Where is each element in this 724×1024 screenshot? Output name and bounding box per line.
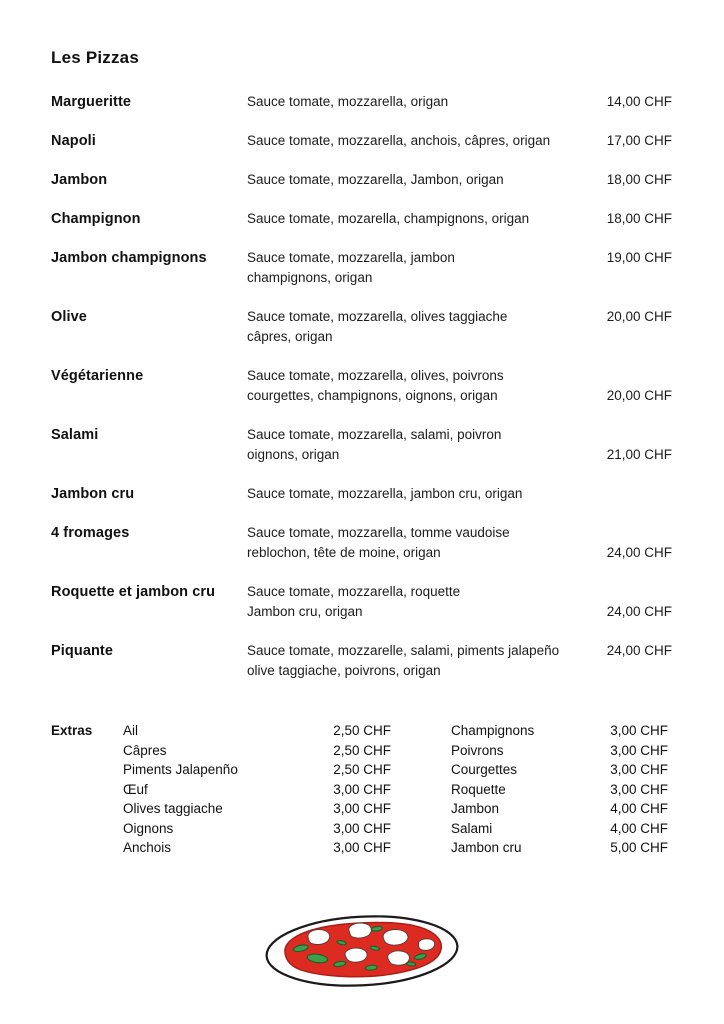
extra-price: 2,50 CHF	[333, 723, 391, 738]
extra-row	[451, 760, 668, 780]
extra-price: 3,00 CHF	[333, 820, 391, 836]
item-description-line: Sauce tomate, mozzarelle, salami, piments jalapeño	[247, 643, 560, 658]
extra-price: 3,00 CHF	[610, 742, 668, 758]
extra-price: 3,00 CHF	[610, 723, 668, 738]
extra-name: Câpres	[123, 742, 167, 758]
item-name: Jambon	[51, 172, 108, 188]
item-name: Jambon champignons	[51, 250, 207, 266]
extras-section	[51, 721, 672, 858]
extras-column-gap	[391, 721, 451, 858]
item-price: 20,00 CHF	[606, 388, 672, 403]
item-description-line: courgettes, champignons, oignons, origan	[247, 388, 498, 403]
extra-name: Champignons	[451, 723, 535, 738]
item-description	[247, 307, 560, 347]
menu-item-row	[51, 484, 672, 504]
extra-row	[123, 721, 391, 741]
item-description-line: Sauce tomate, mozzarella, jambon	[247, 250, 455, 265]
extra-name: Jambon cru	[451, 840, 522, 855]
extra-row	[123, 819, 391, 839]
item-description-line: Sauce tomate, mozarella, champignons, origan	[247, 211, 530, 226]
item-price: 24,00 CHF	[606, 604, 672, 619]
extra-row	[451, 741, 668, 761]
item-description-line: Sauce tomate, mozzarella, olives, poivrons	[247, 368, 504, 383]
item-name: Salami	[51, 427, 99, 443]
pizza-illustration	[260, 904, 464, 998]
item-description-line: oignons, origan	[247, 447, 340, 462]
item-description-line: Jambon cru, origan	[247, 604, 363, 619]
item-description-line: reblochon, tête de moine, origan	[247, 545, 441, 560]
extras-label: Extras	[51, 723, 93, 738]
extra-price: 3,00 CHF	[610, 781, 668, 797]
menu-item-row	[51, 523, 672, 563]
menu-item-row	[51, 248, 672, 288]
extras-column-2	[451, 721, 668, 858]
extras-column-1	[123, 721, 391, 858]
extra-row	[451, 799, 668, 819]
extra-price: 4,00 CHF	[610, 820, 668, 836]
item-name: Piquante	[51, 643, 114, 659]
item-description-line: Sauce tomate, mozzarella, olives taggiache	[247, 309, 508, 324]
item-name: Champignon	[51, 211, 141, 227]
extra-row	[123, 760, 391, 780]
item-price: 18,00 CHF	[606, 172, 672, 187]
item-price: 21,00 CHF	[606, 447, 672, 462]
menu-item-row	[51, 170, 672, 190]
extra-row	[123, 799, 391, 819]
extra-name: Olives taggiache	[123, 801, 223, 816]
extra-name: Anchois	[123, 840, 172, 855]
extra-price: 3,00 CHF	[333, 781, 391, 797]
extra-name: Roquette	[451, 781, 506, 797]
item-description	[247, 523, 560, 563]
extra-price: 2,50 CHF	[333, 742, 391, 758]
item-description	[247, 92, 560, 112]
item-description	[247, 425, 560, 465]
item-description-line: Sauce tomate, mozzarella, Jambon, origan	[247, 172, 504, 187]
item-description-line: câpres, origan	[247, 329, 333, 344]
menu-list	[51, 92, 672, 681]
extra-name: Poivrons	[451, 742, 504, 758]
extra-name: Salami	[451, 820, 493, 836]
item-description-line: Sauce tomate, mozzarella, roquette	[247, 584, 461, 599]
menu-item-row	[51, 425, 672, 465]
extra-name: Piments Jalapenño	[123, 762, 238, 777]
extra-name: Œuf	[123, 781, 148, 797]
extra-price: 3,00 CHF	[610, 762, 668, 777]
extra-row	[451, 780, 668, 800]
item-price: 14,00 CHF	[606, 94, 672, 109]
item-name: Olive	[51, 309, 87, 325]
extra-price: 3,00 CHF	[333, 801, 391, 816]
extra-name: Ail	[123, 723, 139, 738]
page-title: Les Pizzas	[51, 48, 139, 67]
item-description-line: champignons, origan	[247, 270, 373, 285]
item-description-line: Sauce tomate, mozzarella, salami, poivron	[247, 427, 502, 442]
item-description	[247, 131, 560, 151]
menu-item-row	[51, 582, 672, 622]
item-price: 17,00 CHF	[606, 133, 672, 148]
item-price: 20,00 CHF	[606, 309, 672, 324]
extra-row	[451, 721, 668, 741]
item-description-line: Sauce tomate, mozzarella, origan	[247, 94, 449, 109]
item-description-line: Sauce tomate, mozzarella, tomme vaudoise	[247, 525, 510, 540]
item-name: Napoli	[51, 133, 96, 149]
extra-row	[451, 819, 668, 839]
item-price	[560, 484, 672, 504]
item-name: Margueritte	[51, 94, 132, 110]
extra-price: 5,00 CHF	[610, 840, 668, 855]
extra-price: 2,50 CHF	[333, 762, 391, 777]
extra-row	[451, 838, 668, 858]
item-description-line: Sauce tomate, mozzarella, jambon cru, origan	[247, 486, 523, 501]
item-description	[247, 248, 560, 288]
item-name: Roquette et jambon cru	[51, 584, 216, 600]
item-description	[247, 170, 560, 190]
item-price: 24,00 CHF	[606, 643, 672, 658]
extra-row	[123, 780, 391, 800]
menu-item-row	[51, 209, 672, 229]
item-price: 24,00 CHF	[606, 545, 672, 560]
menu-item-row	[51, 366, 672, 406]
extra-row	[123, 838, 391, 858]
item-description	[247, 484, 560, 504]
item-name: Végétarienne	[51, 368, 144, 384]
extra-price: 4,00 CHF	[610, 801, 668, 816]
illustration-area	[51, 904, 672, 998]
item-name: Jambon cru	[51, 486, 135, 502]
item-description	[247, 641, 560, 681]
extra-price: 3,00 CHF	[333, 840, 391, 855]
item-price: 18,00 CHF	[606, 211, 672, 226]
item-description-line: Sauce tomate, mozzarella, anchois, câpres, origan	[247, 133, 551, 148]
menu-item-row	[51, 307, 672, 347]
item-description	[247, 366, 560, 406]
extra-name: Oignons	[123, 820, 174, 836]
item-description	[247, 209, 560, 229]
menu-item-row	[51, 641, 672, 681]
item-price: 19,00 CHF	[606, 250, 672, 265]
extra-name: Jambon	[451, 801, 500, 816]
menu-item-row	[51, 92, 672, 112]
menu-item-row	[51, 131, 672, 151]
extra-name: Courgettes	[451, 762, 518, 777]
item-description-line: olive taggiache, poivrons, origan	[247, 663, 441, 678]
item-name: 4 fromages	[51, 525, 130, 541]
extra-row	[123, 741, 391, 761]
item-description	[247, 582, 560, 622]
